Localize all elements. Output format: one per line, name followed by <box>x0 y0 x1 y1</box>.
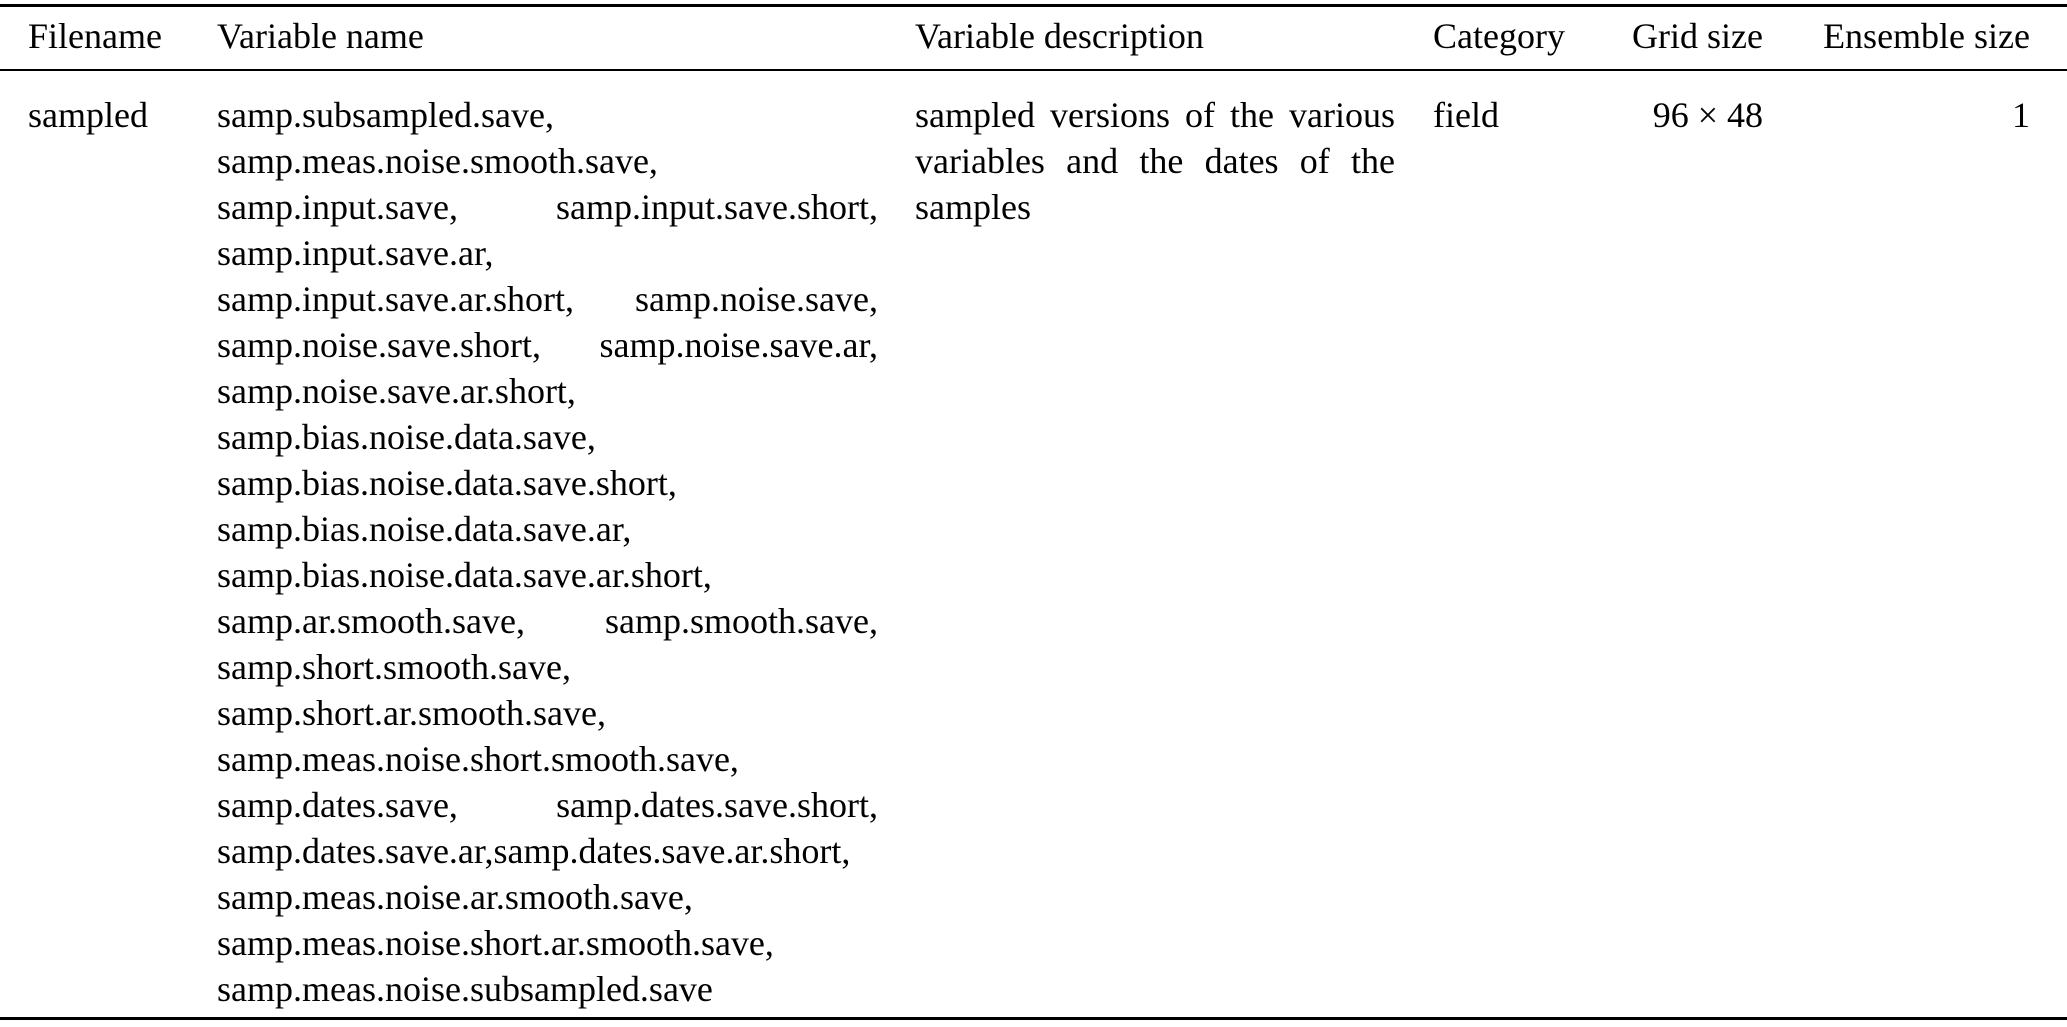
text-line: samp.meas.noise.subsampled.save <box>217 969 713 1009</box>
text-line: samples <box>915 187 1031 227</box>
text-line: samp.bias.noise.data.save, <box>217 417 596 457</box>
text-line: samp.bias.noise.data.save.ar.short, <box>217 555 712 595</box>
text-line: samp.dates.save, samp.dates.save.short, <box>217 785 878 825</box>
text-line: samp.meas.noise.smooth.save, <box>217 141 658 181</box>
text-line: samp.bias.noise.data.save.ar, <box>217 509 632 549</box>
cell-filename: sampled <box>28 95 148 135</box>
text-line: samp.bias.noise.data.save.short, <box>217 463 677 503</box>
table-header-rule <box>0 69 2067 71</box>
cell-ensemble-size: 1 <box>2012 95 2030 135</box>
text-line: samp.noise.save.ar.short, <box>217 371 576 411</box>
column-header-category: Category <box>1433 16 1565 56</box>
column-header-ensemble-size: Ensemble size <box>1823 16 2030 56</box>
cell-variable-description <box>915 92 1395 230</box>
text-line: samp.input.save, samp.input.save.short, <box>217 187 878 227</box>
text-line: samp.input.save.ar.short, samp.noise.save, <box>217 279 878 319</box>
cell-grid-size: 96 × 48 <box>1652 95 1763 135</box>
column-header-variable-description: Variable description <box>915 16 1204 56</box>
text-line: samp.input.save.ar, <box>217 233 494 273</box>
cell-variable-name <box>217 92 878 1012</box>
column-header-grid-size: Grid size <box>1632 16 1763 56</box>
text-line: samp.subsampled.save, <box>217 95 554 135</box>
text-line: samp.dates.save.ar,samp.dates.save.ar.short, <box>217 831 851 871</box>
text-line: samp.meas.noise.ar.smooth.save, <box>217 877 693 917</box>
text-line: sampled versions of the various <box>915 95 1395 135</box>
column-header-variable-name: Variable name <box>217 16 424 56</box>
cell-category: field <box>1433 95 1499 135</box>
text-line: samp.noise.save.short, samp.noise.save.ar, <box>217 325 878 365</box>
text-line: samp.meas.noise.short.smooth.save, <box>217 739 739 779</box>
table-top-rule <box>0 4 2067 7</box>
text-line: samp.short.ar.smooth.save, <box>217 693 606 733</box>
text-line: samp.ar.smooth.save, samp.smooth.save, <box>217 601 878 641</box>
column-header-filename: Filename <box>28 16 162 56</box>
text-line: samp.short.smooth.save, <box>217 647 571 687</box>
table-bottom-rule <box>0 1017 2067 1020</box>
text-line: samp.meas.noise.short.ar.smooth.save, <box>217 923 774 963</box>
text-line: variables and the dates of the <box>915 141 1395 181</box>
